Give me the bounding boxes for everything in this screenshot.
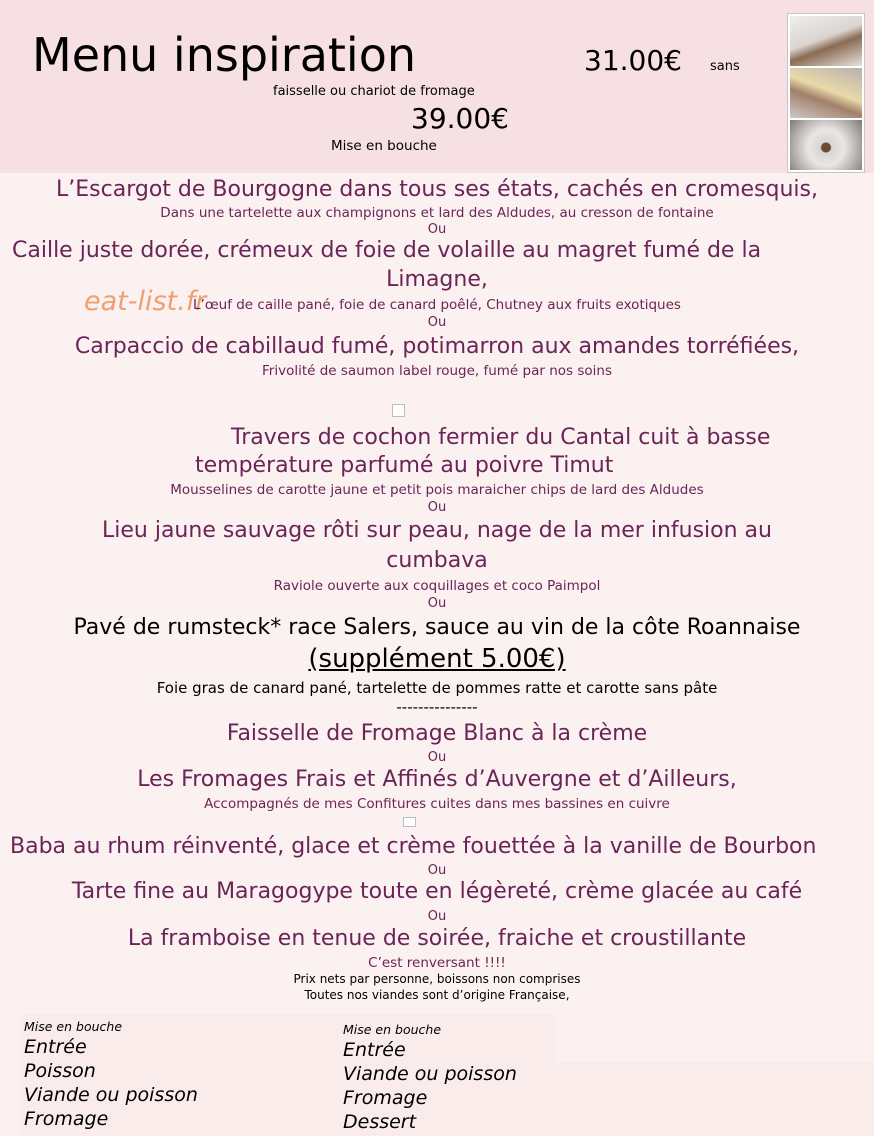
- or-label: Ou: [427, 596, 447, 611]
- price-note-sans: sans: [710, 59, 740, 74]
- starter-3-title: Carpaccio de cabillaud fumé, potimarron aux amandes torréfiées,: [74, 334, 800, 359]
- cheese-2-title: Les Fromages Frais et Affinés d’Auvergne et d’Ailleurs,: [137, 767, 737, 792]
- formula-left-item: Poisson: [24, 1060, 96, 1082]
- formula-right-extension: [556, 1062, 874, 1136]
- broken-image-icon: [392, 404, 405, 417]
- starter-1-title: L’Escargot de Bourgogne dans tous ses états, cachés en cromesquis,: [56, 177, 818, 202]
- dish-photos: [787, 13, 865, 173]
- dessert-3-title: La framboise en tenue de soirée, fraiche et croustillante: [127, 926, 747, 951]
- menu-title: Menu inspiration: [32, 28, 417, 82]
- dish-photo-3: [790, 120, 862, 170]
- formula-left-small: Mise en bouche: [24, 1019, 123, 1034]
- main-1-desc: Mousselines de carotte jaune et petit pois maraicher chips de lard des Aldudes: [170, 482, 704, 498]
- formula-right-item: Viande ou poisson: [343, 1063, 517, 1085]
- price-without-cheese: 31.00€: [584, 44, 682, 77]
- formula-right-item: Dessert: [343, 1111, 417, 1133]
- dish-photo-2: [790, 68, 862, 118]
- price-note-cheese: faisselle ou chariot de fromage: [273, 84, 475, 99]
- amuse-bouche-label: Mise en bouche: [331, 138, 437, 154]
- formula-left-item: Viande ou poisson: [24, 1084, 198, 1106]
- formula-right-item: Entrée: [343, 1039, 406, 1061]
- or-label: Ou: [427, 500, 447, 515]
- cheese-2-desc: Accompagnés de mes Confitures cuites dans mes bassines en cuivre: [204, 796, 670, 812]
- dish-photo-1: [790, 16, 862, 66]
- starter-3-desc: Frivolité de saumon label rouge, fumé par nos soins: [262, 363, 612, 379]
- main-1-title-line2: température parfumé au poivre Timut: [195, 453, 614, 478]
- main-2-desc: Raviole ouverte aux coquillages et coco Paimpol: [273, 578, 601, 594]
- main-2-title-line1: Lieu jaune sauvage rôti sur peau, nage de la mer infusion au: [102, 518, 772, 543]
- cheese-1-title: Faisselle de Fromage Blanc à la crème: [226, 721, 648, 746]
- formula-left-item: Entrée: [24, 1036, 87, 1058]
- watermark: eat-list.fr: [84, 286, 207, 317]
- broken-image-icon: [403, 817, 416, 827]
- starter-1-desc: Dans une tartelette aux champignons et lard des Aldudes, au cresson de fontaine: [160, 205, 714, 221]
- dessert-3-desc: C’est renversant !!!!: [368, 955, 506, 971]
- main-1-title-line1: Travers de cochon fermier du Cantal cuit à basse: [231, 425, 771, 450]
- or-label: Ou: [427, 222, 447, 237]
- main-3-title: Pavé de rumsteck* race Salers, sauce au vin de la côte Roannaise: [73, 615, 801, 640]
- formula-left-item: Fromage: [24, 1108, 109, 1130]
- or-label: Ou: [427, 909, 447, 924]
- dessert-2-title: Tarte fine au Maragogype toute en légèreté, crème glacée au café: [71, 879, 803, 904]
- origin-note: Toutes nos viandes sont d’origine Française,: [304, 988, 570, 1002]
- or-label: Ou: [427, 750, 447, 765]
- formula-right-item: Fromage: [343, 1087, 428, 1109]
- formula-right-small: Mise en bouche: [343, 1022, 442, 1037]
- starter-2-title-line1: Caille juste dorée, crémeux de foie de volaille au magret fumé de la: [12, 238, 762, 263]
- main-3-desc: Foie gras de canard pané, tartelette de pommes ratte et carotte sans pâte: [156, 679, 718, 697]
- price-with-cheese: 39.00€: [411, 102, 509, 135]
- dessert-1-title: Baba au rhum réinventé, glace et crème fouettée à la vanille de Bourbon: [10, 834, 817, 859]
- main-2-title-line2: cumbava: [386, 548, 488, 573]
- or-label: Ou: [427, 863, 447, 878]
- separator: ---------------: [396, 698, 478, 716]
- starter-2-title-line2: Limagne,: [386, 267, 488, 292]
- starter-2-desc: L’œuf de caille pané, foie de canard poêlé, Chutney aux fruits exotiques: [193, 297, 681, 313]
- price-note: Prix nets par personne, boissons non comprises: [293, 972, 581, 986]
- main-3-supplement: (supplément 5.00€): [308, 644, 566, 674]
- or-label: Ou: [427, 315, 447, 330]
